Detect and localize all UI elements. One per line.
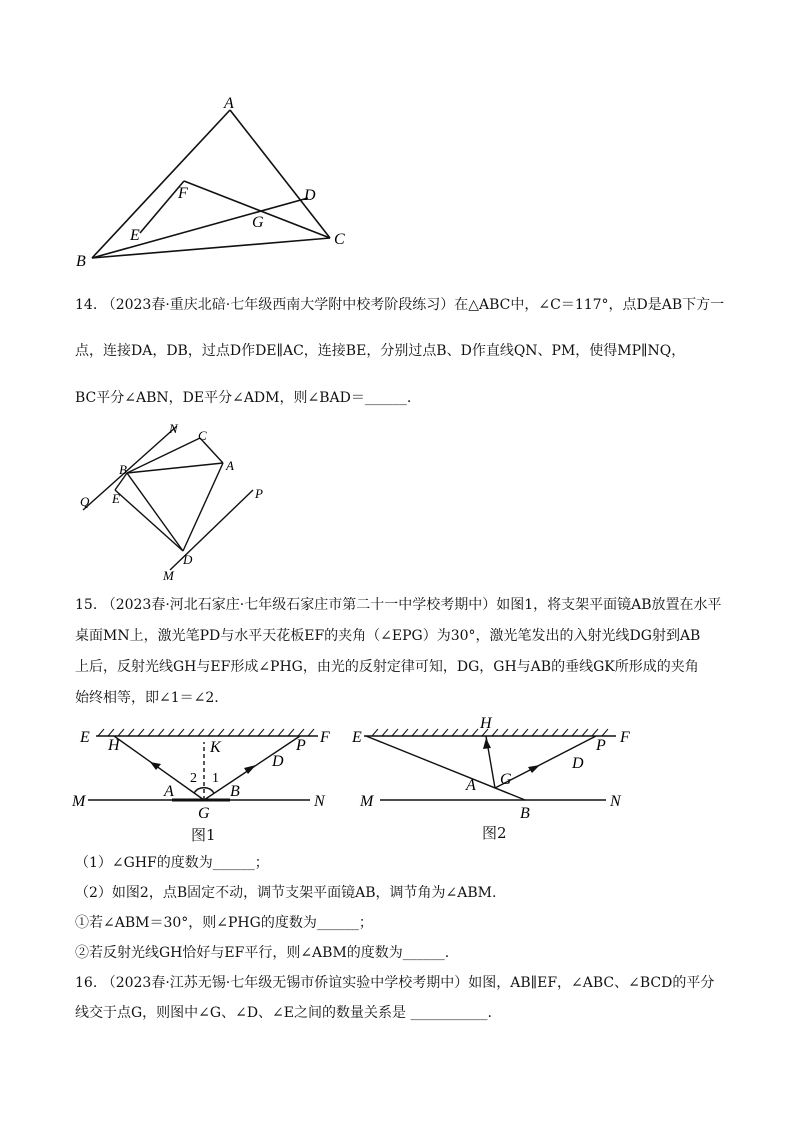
arrow-dg [528,765,540,773]
q15-line-4: 始终相等，即∠1＝∠2. [75,690,219,706]
figure-1-caption: 图1 [191,826,216,844]
label-q: Q [80,494,90,509]
fig1-angle-1: 1 [212,771,219,786]
segment-bc [127,438,200,473]
label-a: A [224,95,234,112]
label-b: B [119,462,127,477]
fig1-label-f: F [320,729,330,746]
q15-line-3: 上后，反射光线GH与EF形成∠PHG，由光的反射定律可知，DG，GH与AB的垂线GK所形成的夹角 [75,659,699,675]
q15-sub-2: （2）如图2，点B固定不动，调节支架平面镜AB，调节角为∠ABM. [75,885,497,901]
q15-sub-2a: ①若∠ABM＝30°，则∠PHG的度数为______； [75,915,373,931]
segment-bd [127,473,183,551]
fig1-label-b: B [230,783,240,800]
fig1-label-h: H [108,737,120,754]
fig2-label-b: B [520,805,530,822]
label-b: B [76,253,86,270]
fig1-label-n: N [314,793,325,810]
fig2-label-f: F [620,729,630,746]
triangle-figure [60,90,360,270]
q16-line-2: 线交于点G，则图中∠G、∠D、∠E之间的数量关系是 ___________. [75,1005,492,1021]
fig2-label-p: P [596,737,606,754]
fig2-label-h: H [480,715,492,732]
fig1-label-m: M [72,793,86,810]
figure-2-caption: 图2 [482,824,507,842]
label-d: D [304,187,316,204]
fig2-label-n: N [610,793,621,810]
segment-ba [92,110,230,258]
q15-sub-1: （1）∠GHF的度数为______； [75,855,269,871]
label-g: G [252,214,264,231]
fig1-label-a: A [164,783,174,800]
label-n: N [169,421,178,436]
fig2-label-d: D [572,755,584,772]
q15-line-2: 桌面MN上，激光笔PD与水平天花板EF的夹角（∠EPG）为30°，激光笔发出的入射光线DG射到AB [75,628,701,644]
label-f: F [178,185,188,202]
line-nq [83,426,177,510]
fig2-label-a: A [466,777,476,794]
fig2-label-m: M [360,793,374,810]
label-a: A [226,458,234,473]
fig1-label-g: G [198,805,210,822]
fig2-label-g: G [500,771,512,788]
label-e: E [130,227,140,244]
fig1-label-k: K [210,739,221,756]
fig1-label-d: D [272,753,284,770]
label-e: E [112,491,120,506]
label-c: C [334,231,345,248]
q15-sub-2b: ②若反射光线GH恰好与EF平行，则∠ABM的度数为______. [75,945,450,961]
segment-ed [115,490,183,551]
label-d: D [183,552,193,567]
mirror-line-eb [366,736,525,800]
q14-line-2: 点，连接DA，DB，过点D作DE∥AC，连接BE，分别过点B、D作直线QN、PM，使得MP∥NQ， [75,343,686,359]
label-m: M [163,568,174,583]
fig2-label-e: E [352,729,362,746]
q14-line-3: BC平分∠ABN，DE平分∠ADM，则∠BAD＝______. [75,390,412,406]
fig1-label-p: P [296,737,306,754]
q14-figure [75,418,290,583]
label-p: P [255,486,263,501]
label-c: C [198,428,207,443]
ray-gh [114,736,204,800]
fig1-label-e: E [80,729,90,746]
segment-ba [127,463,223,473]
q15-line-1: 15. （2023春·河北石家庄·七年级石家庄市第二十一中学校考期中）如图1，将支架平面镜AB放置在水平 [75,597,722,613]
q14-line-1: 14. （2023春·重庆北碚·七年级西南大学附中校考阶段练习）在△ABC中，∠C＝117°，点D是AB下方一 [75,297,725,313]
fig1-angle-2: 2 [190,771,197,786]
q16-line-1: 16. （2023春·江苏无锡·七年级无锡市侨谊实验中学校考期中）如图，AB∥EF，∠ABC、∠BCD的平分 [75,975,715,991]
